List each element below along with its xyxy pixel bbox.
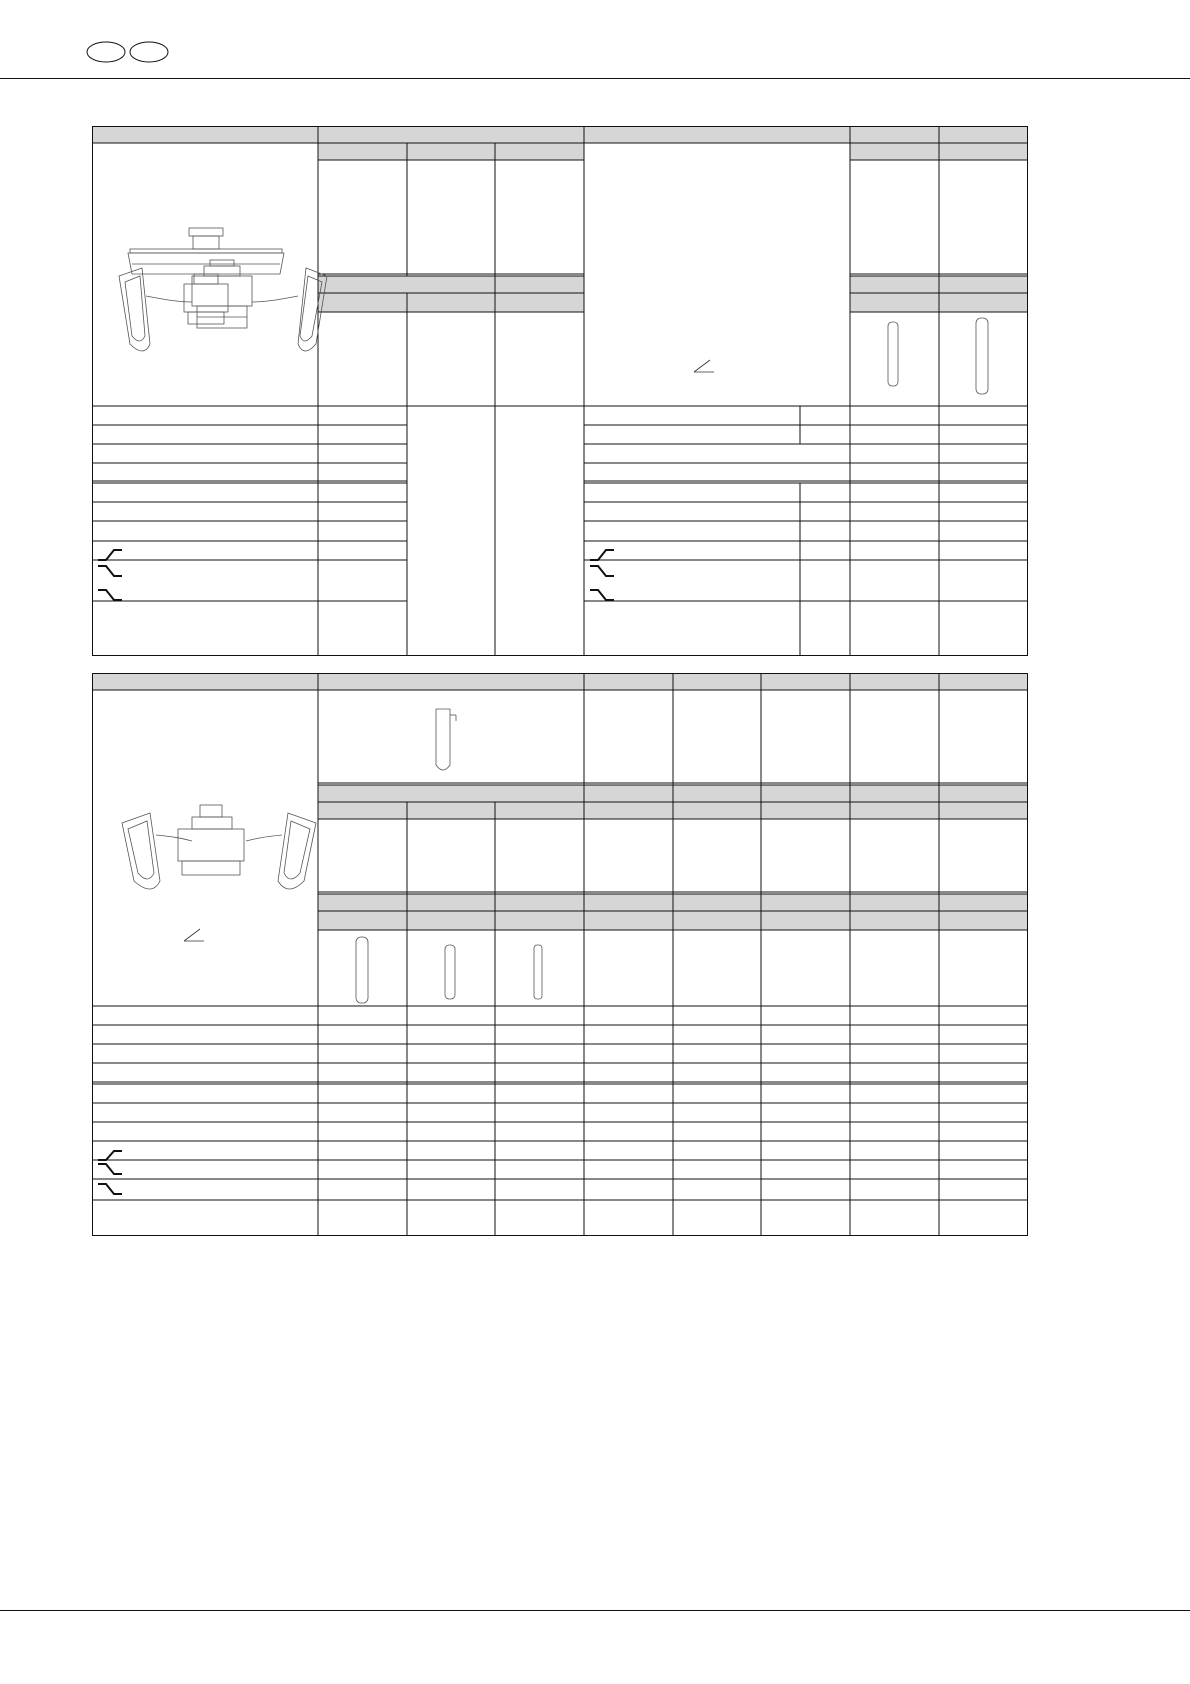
footer-rule	[0, 1610, 1190, 1611]
bucket-icon	[436, 709, 456, 770]
tube-icon	[888, 318, 988, 394]
swing-bucket-rotor-icon	[122, 805, 316, 889]
oval-logo-icon	[85, 40, 171, 64]
angle-icon	[694, 360, 714, 372]
acceleration-icon	[98, 550, 614, 560]
tube-icon	[356, 937, 542, 1003]
rotor-table-2	[92, 673, 1028, 1236]
header-rule	[0, 78, 1190, 79]
deceleration-icon	[98, 566, 614, 600]
rotor-table-1	[92, 126, 1028, 656]
acceleration-icon	[98, 1151, 122, 1160]
rotor-table-2-grid	[92, 673, 1028, 1236]
angle-icon	[184, 929, 204, 941]
rotor-table-1-grid	[92, 126, 1028, 656]
logo-ovals	[85, 40, 171, 64]
